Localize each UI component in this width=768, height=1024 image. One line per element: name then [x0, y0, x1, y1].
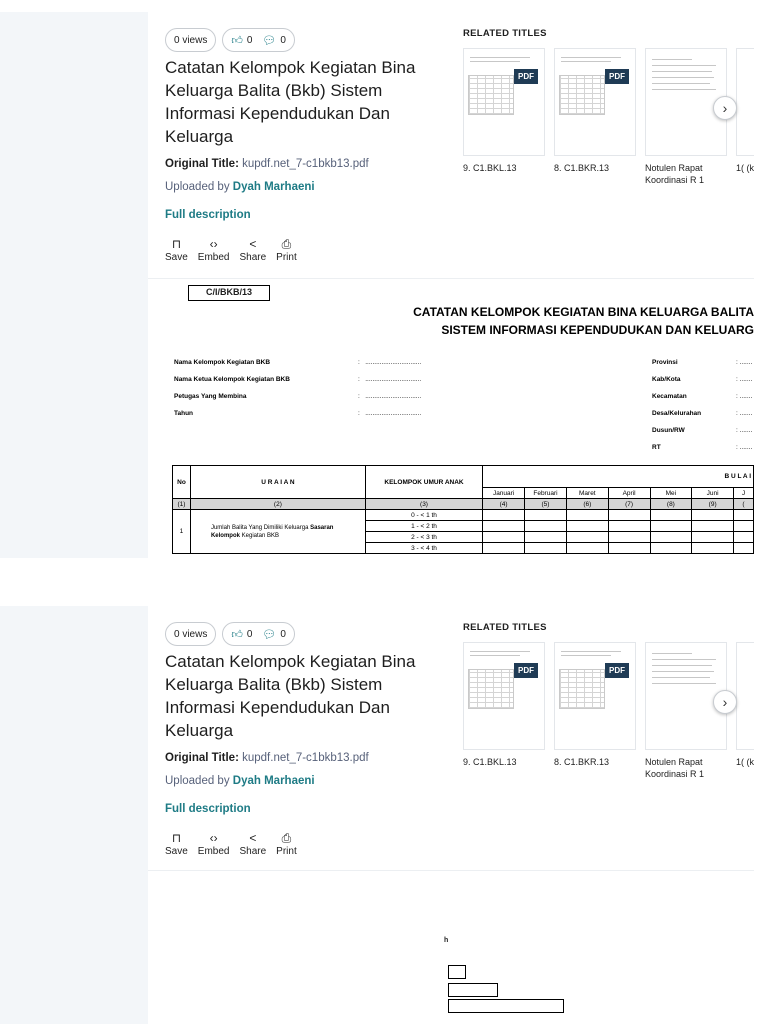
print-button[interactable]: ⎙ Print: [276, 237, 297, 263]
field-label: Kab/Kota: [652, 376, 681, 383]
left-rail: [0, 12, 148, 558]
left-rail: [0, 606, 148, 1024]
related-item[interactable]: 1( (k: [736, 48, 754, 186]
print-button[interactable]: ⎙ Print: [276, 831, 297, 857]
original-title: Original Title: kupdf.net_7-c1bkb13.pdf: [165, 752, 369, 764]
printer-icon: ⎙: [281, 237, 292, 251]
thumbs-up-icon[interactable]: 👍︎: [231, 628, 243, 641]
share-icon: <: [249, 237, 257, 251]
uploaded-by: Uploaded by Dyah Marhaeni: [165, 181, 315, 193]
field-label: RT: [652, 444, 661, 451]
full-description-link[interactable]: Full description: [165, 209, 251, 221]
code-icon: ‹›: [209, 237, 218, 251]
field-label: Dusun/RW: [652, 427, 685, 434]
uploaded-by: Uploaded by Dyah Marhaeni: [165, 775, 315, 787]
field-label: Tahun: [174, 410, 194, 417]
bookmark-icon: ⊓: [171, 237, 182, 251]
related-titles: [463, 28, 754, 218]
document-card: [148, 606, 754, 1024]
field-label: Provinsi: [652, 359, 678, 366]
comment-icon[interactable]: 💬︎: [262, 34, 277, 47]
printer-icon: ⎙: [281, 831, 292, 845]
related-item[interactable]: 1( (k: [736, 642, 754, 780]
document-preview-page-2: h: [148, 870, 754, 1024]
related-item[interactable]: Notulen Rapat Koordinasi R 1: [645, 642, 727, 780]
document-title: Catatan Kelompok Kegiatan Bina Keluarga Balita (Bkb) Sistem Informasi Kependudukan Dan Keluarga: [165, 652, 416, 740]
original-title: Original Title: kupdf.net_7-c1bkb13.pdf: [165, 158, 369, 170]
related-carousel: [463, 642, 754, 780]
field-label: Nama Kelompok Kegiatan BKB: [174, 359, 271, 366]
preview-title-line-1: CATATAN KELOMPOK KEGIATAN BINA KELUARGA BALITA: [413, 305, 754, 319]
related-carousel: [463, 48, 754, 186]
related-titles: [463, 622, 754, 812]
document-preview: C/I/BKB/13 CATATAN KELOMPOK KEGIATAN BINA KELUARGA BALITA SISTEM INFORMASI KEPENDUDUKAN DAN KELUARG Nama Kelompok Kegiatan BKB Nama Ketua Kelompok Kegiatan BKB Petugas Yang Membina Tahun : ............................... : ............................... : ............................... : ............................... Provinsi Kab/Kota Kecamatan Desa/Kelurahan Dusun/RW RT : ....... : ....... : ....... : ....... : ....... : ....... No U R A I A N KELOMPOK UMUR ANAK B U L A I Januari Februari Maret April Mei Juni J (1) (2) (3) (4) (5) (6) (7) (8) (9) ( 1 Jumlah Balita Yang Dimiliki Keluarga Sasaran Kelompok Kegiatan BKB 0 - < 1 th 1 - < 2 th 2 - < 3 th 3 - < 4 th: [148, 278, 754, 558]
rating-pill[interactable]: 👍︎ 0 💬︎ 0: [222, 622, 295, 646]
embed-button[interactable]: ‹› Embed: [197, 831, 230, 857]
related-thumbnail[interactable]: [463, 642, 545, 750]
field-label: Desa/Kelurahan: [652, 410, 702, 417]
uploader-link[interactable]: Dyah Marhaeni: [232, 181, 315, 193]
related-heading: RELATED TITLES: [463, 622, 547, 633]
stats-row: [165, 622, 295, 646]
share-button[interactable]: < Share: [239, 237, 267, 263]
form-code: C/I/BKB/13: [188, 285, 270, 301]
pdf-badge: PDF: [514, 69, 538, 84]
related-item[interactable]: PDF 9. C1.BKL.13: [463, 642, 545, 780]
embed-button[interactable]: ‹› Embed: [197, 237, 230, 263]
document-title: Catatan Kelompok Kegiatan Bina Keluarga Balita (Bkb) Sistem Informasi Kependudukan Dan Keluarga: [165, 58, 416, 146]
pdf-badge: PDF: [605, 663, 629, 678]
uploader-link[interactable]: Dyah Marhaeni: [232, 775, 315, 787]
pdf-badge: PDF: [514, 663, 538, 678]
thumbs-up-icon[interactable]: 👍︎: [231, 34, 243, 47]
action-bar: [165, 236, 297, 263]
document-card: [148, 12, 754, 558]
field-label: Petugas Yang Membina: [174, 393, 247, 400]
views-pill: 0 views: [165, 28, 216, 52]
bookmark-icon: ⊓: [171, 831, 182, 845]
pdf-badge: PDF: [605, 69, 629, 84]
comment-icon[interactable]: 💬︎: [262, 628, 277, 641]
chevron-right-icon[interactable]: ›: [713, 96, 737, 120]
related-thumbnail[interactable]: [736, 642, 754, 750]
related-thumbnail[interactable]: [736, 48, 754, 156]
related-item[interactable]: PDF 8. C1.BKR.13: [554, 642, 636, 780]
rating-pill[interactable]: 👍︎ 0 💬︎ 0: [222, 28, 295, 52]
related-heading: RELATED TITLES: [463, 28, 547, 39]
full-description-link[interactable]: Full description: [165, 803, 251, 815]
share-icon: <: [249, 831, 257, 845]
views-pill: 0 views: [165, 622, 216, 646]
related-item[interactable]: Notulen Rapat Koordinasi R 1: [645, 48, 727, 186]
related-thumbnail[interactable]: [554, 642, 636, 750]
related-thumbnail[interactable]: [463, 48, 545, 156]
stats-row: [165, 28, 295, 52]
related-item[interactable]: PDF 8. C1.BKR.13: [554, 48, 636, 186]
report-table: No U R A I A N KELOMPOK UMUR ANAK B U L A I Januari Februari Maret April Mei Juni J (1) (2) (3) (4) (5) (6) (7) (8) (9) ( 1 Jumlah Balita Yang Dimiliki Keluarga Sasaran Kelompok Kegiatan BKB 0 - < 1 th 1 - < 2 th 2 - < 3 th 3 - < 4 th: [172, 465, 754, 554]
field-label: Kecamatan: [652, 393, 687, 400]
share-button[interactable]: < Share: [239, 831, 267, 857]
preview-title-line-2: SISTEM INFORMASI KEPENDUDUKAN DAN KELUARG: [441, 323, 754, 337]
related-item[interactable]: PDF 9. C1.BKL.13: [463, 48, 545, 186]
save-button[interactable]: ⊓ Save: [165, 237, 188, 263]
related-thumbnail[interactable]: [554, 48, 636, 156]
field-label: Nama Ketua Kelompok Kegiatan BKB: [174, 376, 290, 383]
chevron-right-icon[interactable]: ›: [713, 690, 737, 714]
action-bar: [165, 830, 297, 857]
save-button[interactable]: ⊓ Save: [165, 831, 188, 857]
code-icon: ‹›: [209, 831, 218, 845]
